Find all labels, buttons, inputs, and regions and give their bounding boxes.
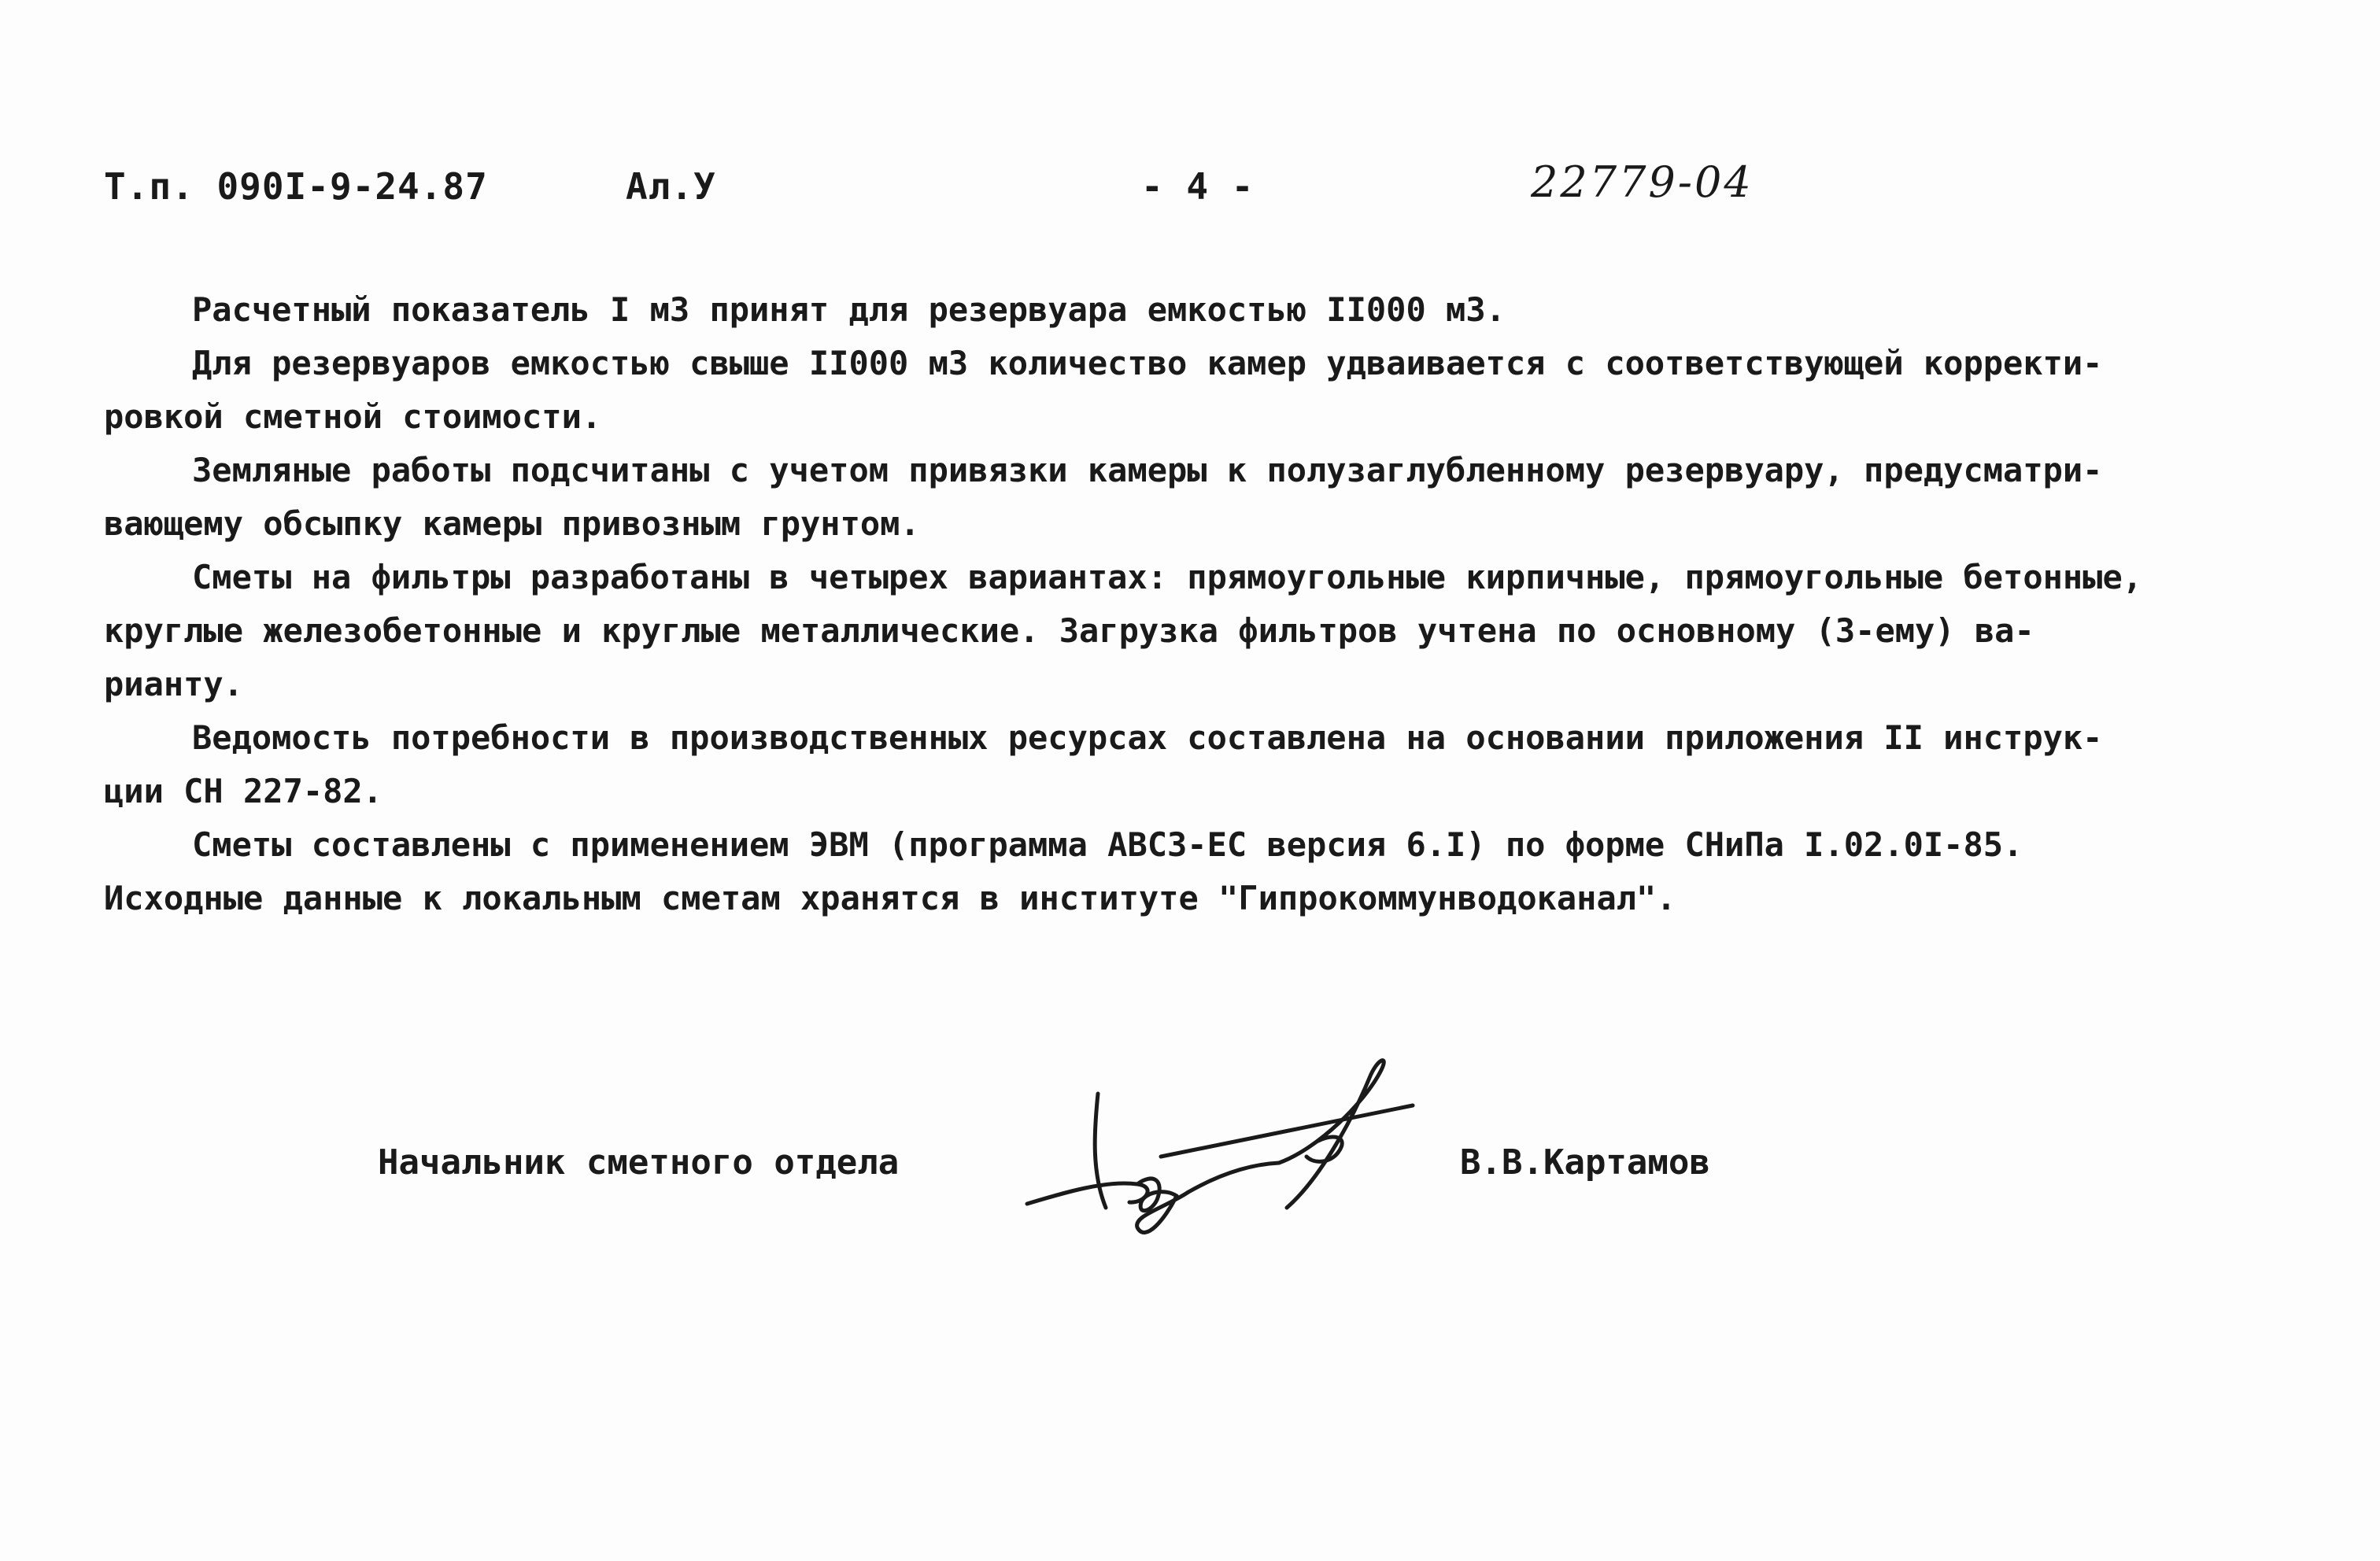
handwritten-signature: [1019, 1046, 1444, 1251]
registration-number: 22779-04: [1531, 157, 1754, 207]
paragraph-line: Сметы составлены с применением ЭВМ (программа АВСЗ-ЕС версия 6.I) по форме СНиПа I.02.0I-85.: [192, 825, 2023, 864]
paragraph-line: ровкой сметной стоимости.: [104, 397, 602, 436]
signatory-title: Начальник сметного отдела: [378, 1142, 900, 1183]
paragraph-line: Исходные данные к локальным сметам хранятся в институте "Гипрокоммунводоканал".: [104, 879, 1676, 917]
document-body: [104, 283, 2308, 925]
document-code: Т.п. 090I-9-24.87: [104, 165, 488, 208]
paragraph-line: Для резервуаров емкостью свыше II000 м3 количество камер удваивается с соответствующей корректи-: [192, 344, 2103, 382]
paragraph-line: рианту.: [104, 665, 244, 703]
paragraph-line: вающему обсыпку камеры привозным грунтом.: [104, 504, 920, 543]
page-number: - 4 -: [1141, 165, 1255, 208]
paragraph-line: Расчетный показатель I м3 принят для резервуара емкостью II000 м3.: [192, 290, 1506, 329]
paragraph-line: Земляные работы подсчитаны с учетом привязки камеры к полузаглубленному резервуару, предусматри-: [192, 451, 2103, 489]
album-label: Ал.У: [626, 165, 716, 208]
signatory-name: В.В.Картамов: [1460, 1142, 1710, 1183]
paragraph-line: Сметы на фильтры разработаны в четырех вариантах: прямоугольные кирпичные, прямоугольные бетонные,: [192, 558, 2143, 596]
paragraph-line: круглые железобетонные и круглые металлические. Загрузка фильтров учтена по основному (3-ему) ва-: [104, 611, 2034, 650]
paragraph-line: Ведомость потребности в производственных ресурсах составлена на основании приложения II инструк-: [192, 718, 2103, 757]
paragraph-line: ции СН 227-82.: [104, 772, 383, 810]
